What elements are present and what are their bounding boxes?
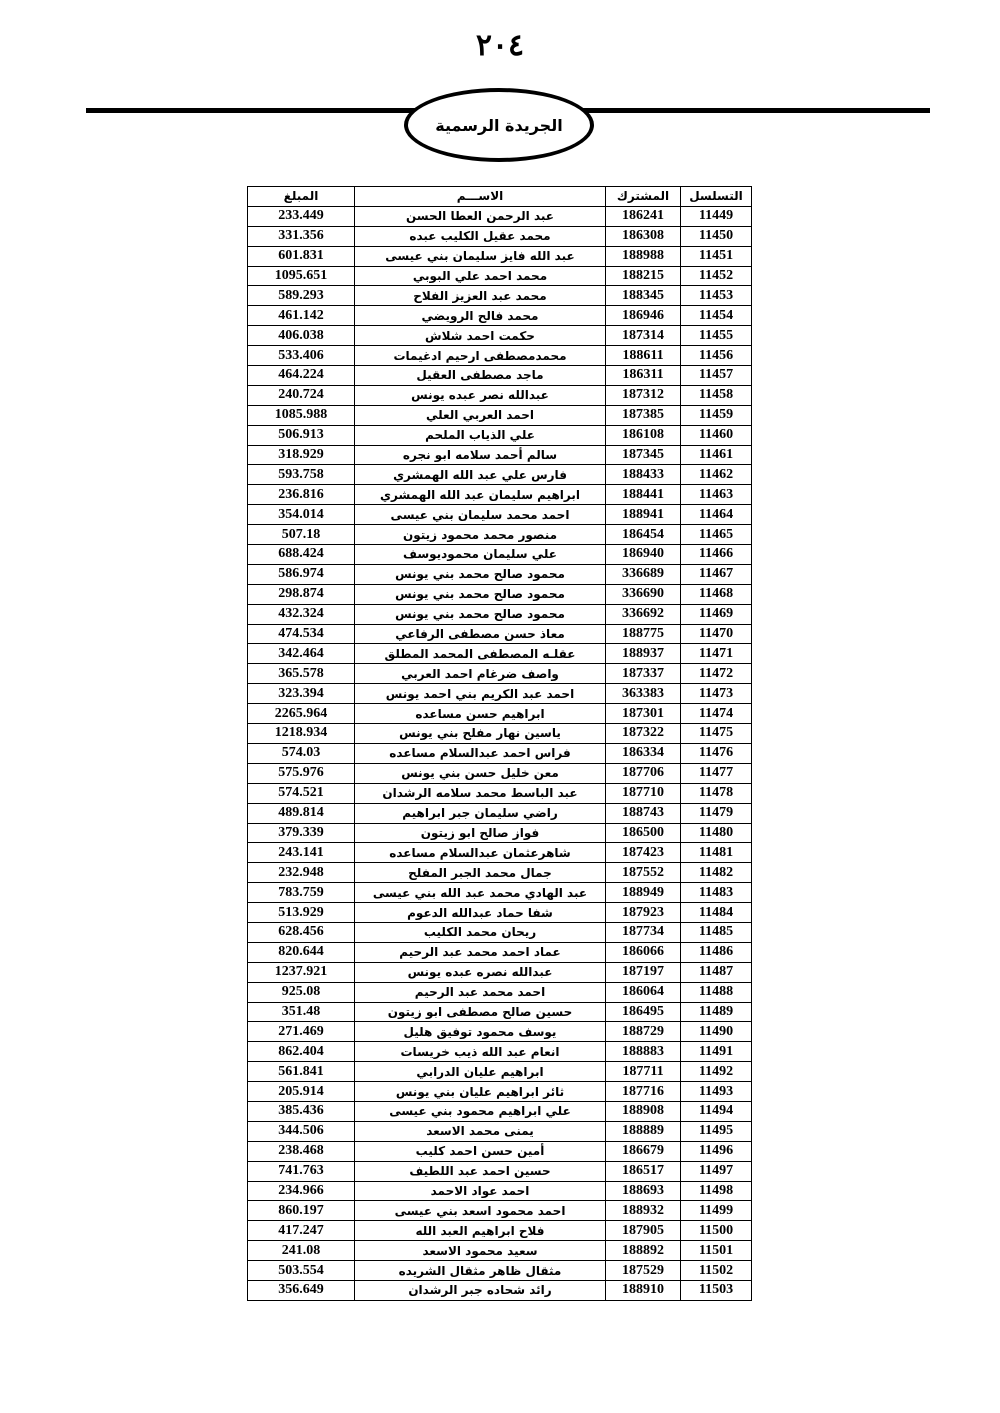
subscriber-cell: 186495 <box>606 1002 681 1022</box>
table-row <box>248 286 752 306</box>
amount-cell: 503.554 <box>248 1261 355 1281</box>
serial-cell: 11486 <box>681 942 752 962</box>
amount-cell: 205.914 <box>248 1082 355 1102</box>
serial-cell: 11456 <box>681 346 752 366</box>
table-row <box>248 823 752 843</box>
table-row <box>248 564 752 584</box>
amount-cell: 344.506 <box>248 1121 355 1141</box>
serial-cell: 11501 <box>681 1241 752 1261</box>
name-cell: ابراهيم سليمان عبد الله الهمشري <box>355 485 606 505</box>
subscriber-cell: 187905 <box>606 1221 681 1241</box>
table-row <box>248 246 752 266</box>
subscriber-cell: 188729 <box>606 1022 681 1042</box>
serial-cell: 11477 <box>681 763 752 783</box>
subscriber-cell: 186066 <box>606 942 681 962</box>
amount-cell: 234.966 <box>248 1181 355 1201</box>
serial-cell: 11496 <box>681 1141 752 1161</box>
serial-cell: 11463 <box>681 485 752 505</box>
serial-cell: 11499 <box>681 1201 752 1221</box>
amount-cell: 820.644 <box>248 942 355 962</box>
amount-cell: 474.534 <box>248 624 355 644</box>
serial-cell: 11497 <box>681 1161 752 1181</box>
amount-cell: 593.758 <box>248 465 355 485</box>
name-cell: يمنى محمد الاسعد <box>355 1121 606 1141</box>
amount-cell: 1218.934 <box>248 724 355 744</box>
name-cell: واصف ضرغام احمد العربي <box>355 664 606 684</box>
table-row <box>248 366 752 386</box>
amount-cell: 417.247 <box>248 1221 355 1241</box>
serial-cell: 11498 <box>681 1181 752 1201</box>
amount-cell: 741.763 <box>248 1161 355 1181</box>
amount-cell: 233.449 <box>248 206 355 226</box>
name-cell: فارس علي عبد الله الهمشري <box>355 465 606 485</box>
serial-cell: 11461 <box>681 445 752 465</box>
name-cell: سعيد محمود الاسعد <box>355 1241 606 1261</box>
table-body <box>248 206 752 1300</box>
subscriber-cell: 187314 <box>606 326 681 346</box>
table-row <box>248 1261 752 1281</box>
table-row <box>248 1121 752 1141</box>
name-cell: جمال محمد الجبر المفلح <box>355 863 606 883</box>
column-header-subscriber: المشترك <box>606 187 681 207</box>
serial-cell: 11464 <box>681 505 752 525</box>
subscriber-cell: 186940 <box>606 545 681 565</box>
table-row <box>248 545 752 565</box>
serial-cell: 11491 <box>681 1042 752 1062</box>
name-cell: انعام عبد الله ذيب خريسات <box>355 1042 606 1062</box>
subscriber-cell: 187322 <box>606 724 681 744</box>
subscriber-cell: 187197 <box>606 962 681 982</box>
table-row <box>248 405 752 425</box>
subscriber-cell: 187716 <box>606 1082 681 1102</box>
table-row <box>248 525 752 545</box>
subscriber-cell: 187385 <box>606 405 681 425</box>
table-row <box>248 1022 752 1042</box>
subscriber-cell: 187706 <box>606 763 681 783</box>
name-cell: عبد الله فايز سليمان بني عيسى <box>355 246 606 266</box>
subscriber-cell: 186064 <box>606 982 681 1002</box>
table-row <box>248 445 752 465</box>
serial-cell: 11493 <box>681 1082 752 1102</box>
table-row <box>248 724 752 744</box>
name-cell: احمد محمود اسعد بني عيسى <box>355 1201 606 1221</box>
name-cell: ريحان محمد الكليب <box>355 922 606 942</box>
serial-cell: 11450 <box>681 226 752 246</box>
subscriber-cell: 336689 <box>606 564 681 584</box>
serial-cell: 11457 <box>681 366 752 386</box>
subscriber-cell: 188883 <box>606 1042 681 1062</box>
name-cell: محمد فالح الرويضي <box>355 306 606 326</box>
subscriber-cell: 188908 <box>606 1101 681 1121</box>
table-row <box>248 266 752 286</box>
table-row <box>248 704 752 724</box>
name-cell: محمد عبد العزيز الفلاح <box>355 286 606 306</box>
table-row <box>248 1161 752 1181</box>
table-row <box>248 1042 752 1062</box>
name-cell: سالم أحمد سلامه ابو نجره <box>355 445 606 465</box>
name-cell: عماد احمد محمد عبد الرحيم <box>355 942 606 962</box>
name-cell: معن خليل حسن بني يونس <box>355 763 606 783</box>
name-cell: علي الذياب الملحم <box>355 425 606 445</box>
serial-cell: 11476 <box>681 743 752 763</box>
name-cell: احمد محمد سليمان بني عيسى <box>355 505 606 525</box>
table-row <box>248 803 752 823</box>
amount-cell: 464.224 <box>248 366 355 386</box>
table-row <box>248 465 752 485</box>
amount-cell: 461.142 <box>248 306 355 326</box>
amount-cell: 688.424 <box>248 545 355 565</box>
subscriber-cell: 187312 <box>606 385 681 405</box>
subscriber-cell: 188775 <box>606 624 681 644</box>
amount-cell: 628.456 <box>248 922 355 942</box>
amount-cell: 489.814 <box>248 803 355 823</box>
amount-cell: 574.521 <box>248 783 355 803</box>
name-cell: محمدمصطفى ارحيم ادغيمات <box>355 346 606 366</box>
serial-cell: 11465 <box>681 525 752 545</box>
serial-cell: 11480 <box>681 823 752 843</box>
serial-cell: 11492 <box>681 1062 752 1082</box>
table-row <box>248 624 752 644</box>
subscriber-cell: 187301 <box>606 704 681 724</box>
serial-cell: 11459 <box>681 405 752 425</box>
table-row <box>248 942 752 962</box>
payments-table <box>247 186 752 1301</box>
serial-cell: 11469 <box>681 604 752 624</box>
serial-cell: 11458 <box>681 385 752 405</box>
name-cell: عبد الهادي محمد عبد الله بني عيسى <box>355 883 606 903</box>
amount-cell: 354.014 <box>248 505 355 525</box>
subscriber-cell: 186334 <box>606 743 681 763</box>
table-row <box>248 962 752 982</box>
name-cell: محمد عقيل الكليب عبده <box>355 226 606 246</box>
serial-cell: 11462 <box>681 465 752 485</box>
amount-cell: 506.913 <box>248 425 355 445</box>
amount-cell: 432.324 <box>248 604 355 624</box>
name-cell: عقلـه المصطفى المحمد المطلق <box>355 644 606 664</box>
table-row <box>248 982 752 1002</box>
amount-cell: 241.08 <box>248 1241 355 1261</box>
name-cell: شفا حماد عبدالله الدعوم <box>355 903 606 923</box>
table-row <box>248 206 752 226</box>
amount-cell: 561.841 <box>248 1062 355 1082</box>
amount-cell: 574.03 <box>248 743 355 763</box>
column-header-amount: المبلغ <box>248 187 355 207</box>
name-cell: ابراهيم عليان الدرابي <box>355 1062 606 1082</box>
amount-cell: 1085.988 <box>248 405 355 425</box>
amount-cell: 238.468 <box>248 1141 355 1161</box>
amount-cell: 586.974 <box>248 564 355 584</box>
name-cell: عبدالله نصر عبده يونس <box>355 385 606 405</box>
name-cell: ماجد مصطفى العقيل <box>355 366 606 386</box>
amount-cell: 533.406 <box>248 346 355 366</box>
subscriber-cell: 187734 <box>606 922 681 942</box>
serial-cell: 11453 <box>681 286 752 306</box>
name-cell: يوسف محمود توفيق هليل <box>355 1022 606 1042</box>
amount-cell: 601.831 <box>248 246 355 266</box>
name-cell: محمود صالح محمد بني يونس <box>355 604 606 624</box>
subscriber-cell: 188743 <box>606 803 681 823</box>
name-cell: عبد الرحمن العطا الحسن <box>355 206 606 226</box>
name-cell: ياسين نهار مفلح بني يونس <box>355 724 606 744</box>
name-cell: ابراهيم حسن مساعده <box>355 704 606 724</box>
subscriber-cell: 186679 <box>606 1141 681 1161</box>
subscriber-cell: 187529 <box>606 1261 681 1281</box>
subscriber-cell: 336690 <box>606 584 681 604</box>
serial-cell: 11500 <box>681 1221 752 1241</box>
serial-cell: 11466 <box>681 545 752 565</box>
name-cell: فراس احمد عبدالسلام مساعده <box>355 743 606 763</box>
amount-cell: 783.759 <box>248 883 355 903</box>
serial-cell: 11484 <box>681 903 752 923</box>
table-row <box>248 505 752 525</box>
serial-cell: 11483 <box>681 883 752 903</box>
subscriber-cell: 188941 <box>606 505 681 525</box>
name-cell: محمود صالح محمد بني يونس <box>355 584 606 604</box>
amount-cell: 406.038 <box>248 326 355 346</box>
serial-cell: 11482 <box>681 863 752 883</box>
serial-cell: 11471 <box>681 644 752 664</box>
subscriber-cell: 187552 <box>606 863 681 883</box>
name-cell: احمد محمد عبد الرحيم <box>355 982 606 1002</box>
subscriber-cell: 186108 <box>606 425 681 445</box>
gazette-title: الجريدة الرسمية <box>435 115 563 135</box>
name-cell: شاهرعثمان عبدالسلام مساعده <box>355 843 606 863</box>
subscriber-cell: 188949 <box>606 883 681 903</box>
table-row <box>248 1181 752 1201</box>
table-header-row <box>248 187 752 207</box>
serial-cell: 11460 <box>681 425 752 445</box>
name-cell: علي سليمان محموديوسف <box>355 545 606 565</box>
table-row <box>248 226 752 246</box>
subscriber-cell: 186517 <box>606 1161 681 1181</box>
subscriber-cell: 363383 <box>606 684 681 704</box>
subscriber-cell: 188889 <box>606 1121 681 1141</box>
subscriber-cell: 188937 <box>606 644 681 664</box>
table-row <box>248 1101 752 1121</box>
subscriber-cell: 186946 <box>606 306 681 326</box>
amount-cell: 385.436 <box>248 1101 355 1121</box>
subscriber-cell: 186454 <box>606 525 681 545</box>
table-row <box>248 346 752 366</box>
table-row <box>248 644 752 664</box>
serial-cell: 11487 <box>681 962 752 982</box>
serial-cell: 11478 <box>681 783 752 803</box>
serial-cell: 11474 <box>681 704 752 724</box>
amount-cell: 589.293 <box>248 286 355 306</box>
subscriber-cell: 186308 <box>606 226 681 246</box>
table-row <box>248 883 752 903</box>
table-row <box>248 385 752 405</box>
serial-cell: 11470 <box>681 624 752 644</box>
subscriber-cell: 188215 <box>606 266 681 286</box>
subscriber-cell: 187337 <box>606 664 681 684</box>
table-row <box>248 1241 752 1261</box>
amount-cell: 1095.651 <box>248 266 355 286</box>
subscriber-cell: 188433 <box>606 465 681 485</box>
name-cell: فواز صالح ابو زيتون <box>355 823 606 843</box>
amount-cell: 240.724 <box>248 385 355 405</box>
serial-cell: 11479 <box>681 803 752 823</box>
serial-cell: 11488 <box>681 982 752 1002</box>
name-cell: معاذ حسن مصطفى الرفاعي <box>355 624 606 644</box>
name-cell: احمد العربي العلي <box>355 405 606 425</box>
table-row <box>248 1201 752 1221</box>
subscriber-cell: 188693 <box>606 1181 681 1201</box>
name-cell: محمد احمد علي البوبي <box>355 266 606 286</box>
serial-cell: 11490 <box>681 1022 752 1042</box>
name-cell: مثقال ظاهر مثقال الشريده <box>355 1261 606 1281</box>
table-row <box>248 485 752 505</box>
table-row <box>248 903 752 923</box>
amount-cell: 575.976 <box>248 763 355 783</box>
name-cell: رائد شحاده جبر الرشدان <box>355 1280 606 1300</box>
subscriber-cell: 188441 <box>606 485 681 505</box>
subscriber-cell: 188910 <box>606 1280 681 1300</box>
table-row <box>248 1062 752 1082</box>
name-cell: محمود صالح محمد بني يونس <box>355 564 606 584</box>
name-cell: أمين حسن احمد كليب <box>355 1141 606 1161</box>
subscriber-cell: 187710 <box>606 783 681 803</box>
serial-cell: 11472 <box>681 664 752 684</box>
table-row <box>248 1141 752 1161</box>
subscriber-cell: 188892 <box>606 1241 681 1261</box>
subscriber-cell: 186311 <box>606 366 681 386</box>
gazette-title-oval <box>404 88 594 162</box>
subscriber-cell: 187423 <box>606 843 681 863</box>
table-row <box>248 922 752 942</box>
amount-cell: 513.929 <box>248 903 355 923</box>
name-cell: عبدالله نصره عبده يونس <box>355 962 606 982</box>
subscriber-cell: 188345 <box>606 286 681 306</box>
table-row <box>248 863 752 883</box>
table-row <box>248 1082 752 1102</box>
serial-cell: 11494 <box>681 1101 752 1121</box>
amount-cell: 1237.921 <box>248 962 355 982</box>
name-cell: احمد عواد الاحمد <box>355 1181 606 1201</box>
serial-cell: 11451 <box>681 246 752 266</box>
table-row <box>248 684 752 704</box>
amount-cell: 331.356 <box>248 226 355 246</box>
table-row <box>248 1280 752 1300</box>
amount-cell: 243.141 <box>248 843 355 863</box>
subscriber-cell: 188988 <box>606 246 681 266</box>
amount-cell: 351.48 <box>248 1002 355 1022</box>
subscriber-cell: 187923 <box>606 903 681 923</box>
table-row <box>248 783 752 803</box>
serial-cell: 11468 <box>681 584 752 604</box>
name-cell: حسين صالح مصطفى ابو زيتون <box>355 1002 606 1022</box>
subscriber-cell: 186241 <box>606 206 681 226</box>
subscriber-cell: 186500 <box>606 823 681 843</box>
name-cell: منصور محمد محمود زيتون <box>355 525 606 545</box>
table-row <box>248 743 752 763</box>
serial-cell: 11489 <box>681 1002 752 1022</box>
table-row <box>248 326 752 346</box>
subscriber-cell: 336692 <box>606 604 681 624</box>
serial-cell: 11485 <box>681 922 752 942</box>
table-row <box>248 584 752 604</box>
amount-cell: 323.394 <box>248 684 355 704</box>
subscriber-cell: 187345 <box>606 445 681 465</box>
amount-cell: 862.404 <box>248 1042 355 1062</box>
amount-cell: 365.578 <box>248 664 355 684</box>
amount-cell: 298.874 <box>248 584 355 604</box>
subscriber-cell: 187711 <box>606 1062 681 1082</box>
amount-cell: 271.469 <box>248 1022 355 1042</box>
subscriber-cell: 188611 <box>606 346 681 366</box>
serial-cell: 11475 <box>681 724 752 744</box>
amount-cell: 925.08 <box>248 982 355 1002</box>
name-cell: عبد الباسط محمد سلامه الرشدان <box>355 783 606 803</box>
serial-cell: 11495 <box>681 1121 752 1141</box>
table-row <box>248 306 752 326</box>
table-row <box>248 604 752 624</box>
serial-cell: 11473 <box>681 684 752 704</box>
amount-cell: 2265.964 <box>248 704 355 724</box>
name-cell: احمد عبد الكريم بني احمد يونس <box>355 684 606 704</box>
amount-cell: 356.649 <box>248 1280 355 1300</box>
serial-cell: 11454 <box>681 306 752 326</box>
column-header-serial: التسلسل <box>681 187 752 207</box>
name-cell: فلاح ابراهيم العبد الله <box>355 1221 606 1241</box>
amount-cell: 236.816 <box>248 485 355 505</box>
table-row <box>248 664 752 684</box>
amount-cell: 232.948 <box>248 863 355 883</box>
serial-cell: 11502 <box>681 1261 752 1281</box>
serial-cell: 11452 <box>681 266 752 286</box>
column-header-name: الاســـم <box>355 187 606 207</box>
table-row <box>248 1221 752 1241</box>
serial-cell: 11449 <box>681 206 752 226</box>
amount-cell: 318.929 <box>248 445 355 465</box>
serial-cell: 11481 <box>681 843 752 863</box>
table-row <box>248 425 752 445</box>
serial-cell: 11503 <box>681 1280 752 1300</box>
name-cell: ثائر ابراهيم عليان بني يونس <box>355 1082 606 1102</box>
serial-cell: 11467 <box>681 564 752 584</box>
amount-cell: 507.18 <box>248 525 355 545</box>
amount-cell: 860.197 <box>248 1201 355 1221</box>
name-cell: راضي سليمان جبر ابراهيم <box>355 803 606 823</box>
table-row <box>248 763 752 783</box>
table-row <box>248 1002 752 1022</box>
page-number: ٢٠٤ <box>475 28 525 63</box>
amount-cell: 379.339 <box>248 823 355 843</box>
name-cell: علي ابراهيم محمود بني عيسى <box>355 1101 606 1121</box>
subscriber-cell: 188932 <box>606 1201 681 1221</box>
table-row <box>248 843 752 863</box>
amount-cell: 342.464 <box>248 644 355 664</box>
name-cell: حسين احمد عبد اللطيف <box>355 1161 606 1181</box>
name-cell: حكمت احمد شلاش <box>355 326 606 346</box>
serial-cell: 11455 <box>681 326 752 346</box>
